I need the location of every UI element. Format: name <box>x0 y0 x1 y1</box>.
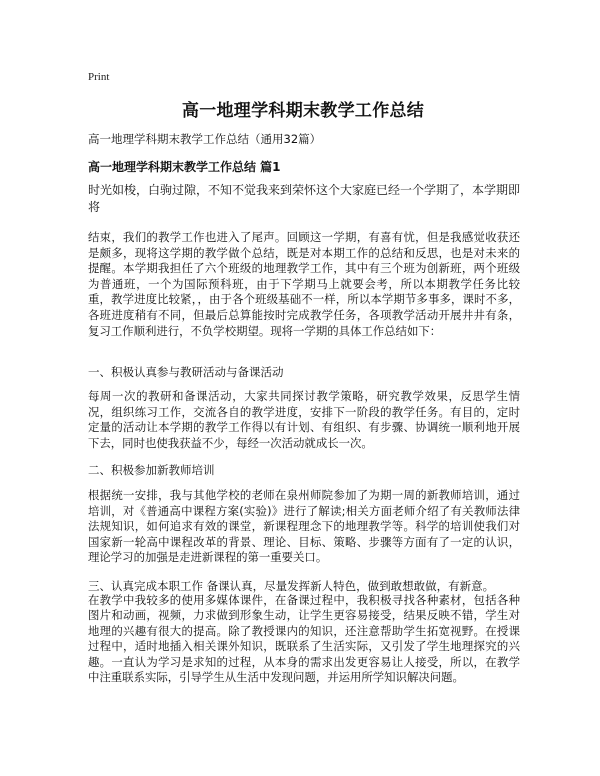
subheading-teaching-research: 一、积极认真参与教研活动与备课活动 <box>88 365 284 379</box>
duties-paragraph: 在教学中我较多的使用多媒体课件，在备课过程中，我积极寻找各种素材，包括各种图片和动画，视频，力求做到形象生动，让学生更容易接受，结果反映不错，学生对地理的兴趣有很大的提高。除了教授课内的知识，还注意帮助学生拓宽视野。在授课过程中，适时地插入相关课外知识，既联系了生活实际，又引发了学生地理探究的兴趣。一直认为学习是求知的过程，从本身的需求出发更容易让人接受，所以，在教学中注重联系实际，引导学生从生活中发现问题，并运用所学知识解决问题。 <box>88 593 520 685</box>
print-link[interactable]: Print <box>88 71 110 83</box>
subheading-duties: 三、认真完成本职工作 备课认真，尽量发挥新人特色，做到敢想敢做，有新意。 <box>88 579 495 593</box>
subheading-teacher-training: 二、积极参加新教师培训 <box>88 463 215 477</box>
intro-paragraph: 时光如梭，白驹过隙，不知不觉我来到荣怀这个大家庭已经一个学期了，本学期即将 <box>88 183 521 214</box>
teaching-research-paragraph: 每周一次的教研和备课活动，大家共同探讨教学策略，研究教学效果，反思学生情况，组织练习工作，交流各自的教学进度，安排下一阶段的教学任务。有目的，定时定量的活动让本学期的教学工作得以有计划、有组织、有步骤、协调统一顺利地开展下去，同时也使我获益不少，每经一次活动就成长一次。 <box>88 389 520 450</box>
section-heading: 高一地理学科期末教学工作总结 篇1 <box>88 160 281 174</box>
summary-paragraph: 结束，我们的教学工作也进入了尾声。回顾这一学期，有喜有忧，但是我感觉收获还是颇多，现将这学期的教学做个总结，既是对本期工作的总结和反思，也是对未来的提醒。本学期我担任了六个班级的地理教学工作，其中有三个班为创新班，两个班级为普通班，一个为国际预科班，由于下学期马上就要会考，所以本期教学任务比较重，教学进度比较紧，，由于各个班级基础不一样，所以本学期节多事多，课时不多，各班进度稍有不同，但最后总算能按时完成教学任务，各项教学活动开展井井有条，复习工作顺利进行，不负学校期望。现将一学期的具体工作总结如下： <box>88 230 520 338</box>
teacher-training-paragraph: 根据统一安排，我与其他学校的老师在泉州师院参加了为期一周的新教师培训，通过培训，对《普通高中课程方案(实验)》进行了解读;相关方面老师介绍了有关教师法律法规知识，如何追求有效的课堂，新课程理念下的地理教学等。科学的培训使我们对国家新一轮高中课程改革的背景、理论、目标、策略、步骤等方面有了一定的认识，理论学习的加强是走进新课程的第一重要关口。 <box>88 488 520 565</box>
document-subtitle: 高一地理学科期末教学工作总结（通用32篇） <box>88 132 322 146</box>
page-title: 高一地理学科期末教学工作总结 <box>181 101 425 121</box>
